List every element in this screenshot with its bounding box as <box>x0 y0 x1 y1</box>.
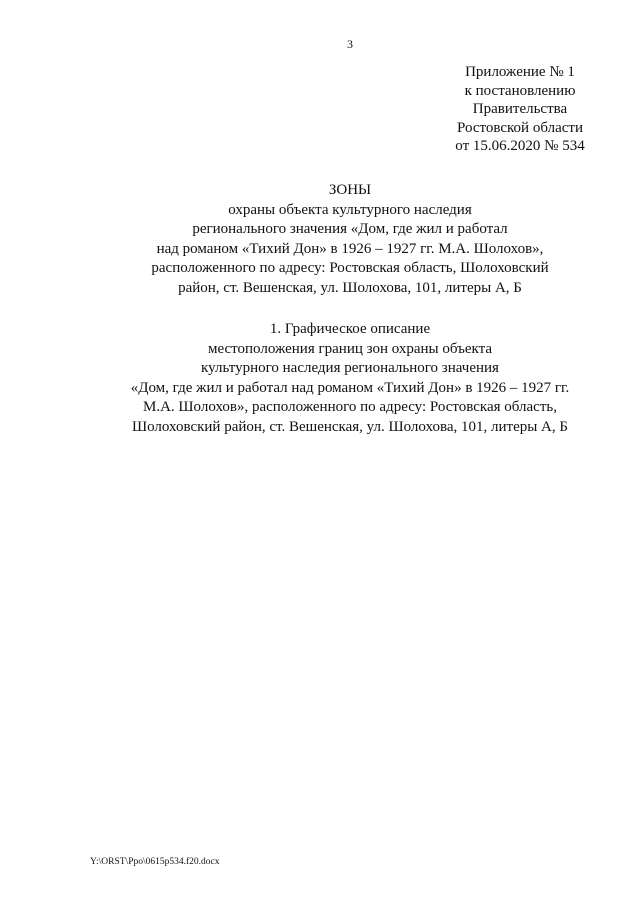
section-line: «Дом, где жил и работал над романом «Тихий Дон» в 1926 – 1927 гг. <box>130 379 570 396</box>
title-line: район, ст. Вешенская, ул. Шолохова, 101, литеры А, Б <box>178 279 522 296</box>
section-line: местоположения границ зон охраны объекта <box>207 340 493 357</box>
appendix-line: к постановлению <box>464 82 576 99</box>
appendix-line: Правительства <box>472 101 568 117</box>
page-number <box>0 37 640 52</box>
appendix-block <box>440 63 600 156</box>
section-line: культурного наследия регионального значения <box>201 360 499 376</box>
title-line: расположенного по адресу: Ростовская область, Шолоховский <box>151 260 549 276</box>
title-line: регионального значения «Дом, где жил и работал <box>192 221 508 237</box>
section-heading <box>100 320 600 437</box>
appendix-line: Ростовской области <box>457 119 583 136</box>
page-number-text: 3 <box>347 37 353 51</box>
section-line: Шолоховский район, ст. Вешенская, ул. Шолохова, 101, литеры А, Б <box>131 418 569 435</box>
title-line: охраны объекта культурного наследия <box>228 201 472 218</box>
section-line: М.А. Шолохов», расположенного по адресу: Ростовская область, <box>142 399 557 415</box>
appendix-line: от 15.06.2020 № 534 <box>455 138 585 154</box>
footer-file-path: Y:\ORST\Ppo\0615p534.f20.docx <box>90 857 220 867</box>
document-title <box>100 181 600 298</box>
title-heading: ЗОНЫ <box>328 182 372 198</box>
section-line: 1. Графическое описание <box>269 321 431 337</box>
title-line: над романом «Тихий Дон» в 1926 – 1927 гг. М.А. Шолохов», <box>156 240 544 257</box>
appendix-line: Приложение № 1 <box>465 64 575 80</box>
